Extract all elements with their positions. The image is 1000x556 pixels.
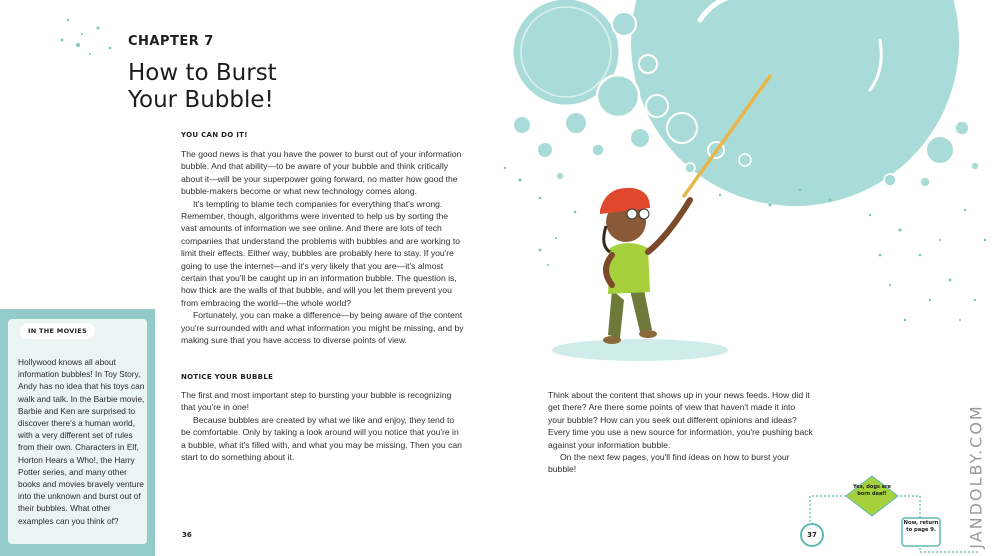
sidebar-text xyxy=(18,356,148,527)
chapter-label: CHAPTER 7 xyxy=(128,34,214,49)
sidebar-tag: IN THE MOVIES xyxy=(20,323,95,339)
page-number-right: 37 xyxy=(800,523,824,547)
section-heading: YOU CAN DO IT! xyxy=(181,131,248,139)
flowchart-box-label: Now, return to page 9. xyxy=(903,520,939,533)
page-number-left: 36 xyxy=(182,531,192,539)
section-right-column xyxy=(548,389,813,476)
bubble-cluster xyxy=(512,0,979,208)
spatter-dots-left xyxy=(61,19,112,55)
paragraph: On the next few pages, you'll find ideas on how to burst your bubble! xyxy=(548,452,790,475)
paragraph: Think about the content that shows up in your news feeds. How did it get there? Are there some points of view that haven't made it into your bubble? How can you seek out different opinions and ideas? Every time you use a new source for information, you're pushing back against your information bubble. xyxy=(548,390,813,450)
title-line-2: Your Bubble! xyxy=(128,87,274,113)
flowchart-diamond-label: Yes, dogs are born deaf! xyxy=(853,484,891,497)
kid-figure xyxy=(600,188,690,344)
section-heading: NOTICE YOUR BUBBLE xyxy=(181,373,274,381)
flowchart-connectors xyxy=(810,496,980,552)
ground-shadow xyxy=(552,339,728,361)
watermark xyxy=(962,403,986,551)
paragraph: The good news is that you have the power to burst out of your information bubble. And that ability—to be aware of your bubble and think critically about it—will be your superpower going forward, no matter how good the bubble-makers become or what new technology comes along. xyxy=(181,149,462,197)
section-notice-your-bubble xyxy=(181,373,464,463)
section-you-can-do-it xyxy=(181,131,464,347)
paragraph: Because bubbles are created by what we like and enjoy, they tend to be comfortable. Only by taking a look around will you notice that you're in a bubble, what it's filled with, and what you may be missing. Then you can start to do something about it. xyxy=(181,414,462,463)
paragraph: Fortunately, you can make a difference—by being aware of the content you're surrounded with and what information you might be missing, and by making sure that you have access to diverse points of view. xyxy=(181,310,464,346)
page-title xyxy=(128,60,388,114)
sidebar-paragraph: Hollywood knows all about information bubbles! In Toy Story, Andy has no idea that his toys can walk and talk. In the Barbie movie, Barbie and Ken are surprised to discover there's a human world, with a very different set of rules from their own. Characters in Elf, Horton Hears a Who!, the Harry Potter series, and many other books and movies bravely venture into the unknown and burst out of their bubbles. What other examples can you think of? xyxy=(18,357,145,526)
paragraph: The first and most important step to bursting your bubble is recognizing that you're in one! xyxy=(181,390,452,413)
title-line-1: How to Burst xyxy=(128,60,277,86)
paragraph: It's tempting to blame tech companies for everything that's wrong. Remember, though, algorithms were invented to help us by sorting the vast amounts of information we see online. And there are lots of tech companies that understand the problems with bubbles and are working to limit their effects. Either way, bubbles are probably here to stay. If you're going to use the internet—and it's very likely that you are—it's almost certain that you'll be caught up in an information bubble. The question is, how thick are the walls of that bubble, and will you let them prevent you from embracing the world—the whole world? xyxy=(181,198,460,308)
watermark-text: JANDOLBY.COM xyxy=(966,404,986,549)
